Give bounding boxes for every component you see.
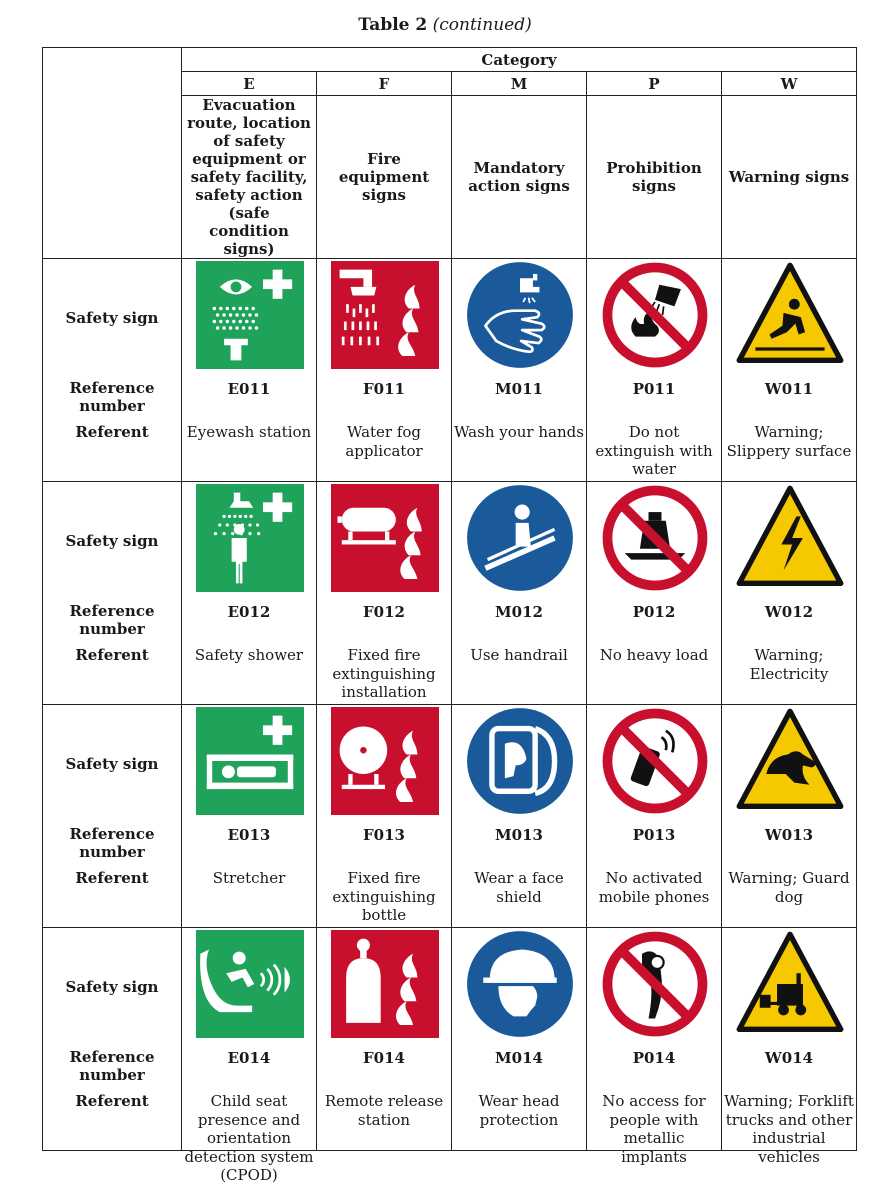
reference-number: E013 [227,826,271,844]
column-letter-f: F [317,72,452,96]
sign-cell-m [452,259,587,482]
row-label-referent: Referent [75,646,149,664]
sign-cell-e [182,259,317,482]
reference-number: W014 [764,1049,814,1067]
sign-cell-m [452,482,587,705]
row-label-referent: Referent [75,869,149,887]
reference-number: F012 [363,603,405,621]
sign-cell-w [722,928,857,1166]
sign-cell-w [722,482,857,705]
reference-number: F011 [363,380,405,398]
sign-cell-f [317,482,452,705]
fixed-bottle-icon [331,707,439,815]
column-desc-f: Fire equipment signs [317,96,452,259]
column-desc-p: Prohibition signs [587,96,722,259]
table-continued-note: (continued) [432,15,532,35]
safety-shower-icon [196,484,304,592]
sign-cell-p [587,705,722,928]
referent-text: Remote release station [324,1092,444,1129]
referent-text: Child seat presence and orientation detection system (CPOD) [184,1092,314,1184]
no-heavy-load-icon [601,484,709,592]
wash-hands-icon [466,261,574,369]
referent-text: Do not extinguish with water [595,423,713,478]
row-label-reference-number: Reference number [69,1048,155,1084]
eyewash-icon [196,261,304,369]
referent-text: No access for people with metallic implants [602,1092,706,1166]
referent-text: Water fog applicator [345,423,423,460]
face-shield-icon [466,707,574,815]
sign-cell-p [587,482,722,705]
child-seat-icon [196,930,304,1038]
row-header [43,705,182,928]
row-label-reference-number: Reference number [69,602,155,638]
table-title: Table 2 [358,15,428,35]
reference-number: M014 [495,1049,543,1067]
sign-cell-e [182,482,317,705]
sign-cell-m [452,928,587,1151]
stretcher-icon [196,707,304,815]
row-label-referent: Referent [75,423,149,441]
sign-cell-e [182,928,317,1184]
reference-number: W011 [764,380,814,398]
handrail-icon [466,484,574,592]
reference-number: M012 [495,603,543,621]
column-letter-e: E [182,72,317,96]
sign-cell-p [587,259,722,482]
row-label-safety-sign: Safety sign [65,978,159,996]
referent-text: No activated mobile phones [598,869,710,906]
sign-cell-p [587,928,722,1166]
reference-number: E011 [227,380,271,398]
reference-number: W013 [764,826,814,844]
row-header [43,928,182,1151]
referent-text: Safety shower [194,646,304,664]
reference-number: P011 [632,380,676,398]
referent-text: Warning; Forklift trucks and other industrial vehicles [724,1092,854,1166]
row-header [43,482,182,705]
reference-number: P012 [632,603,676,621]
row-label-safety-sign: Safety sign [65,532,159,550]
row-label-safety-sign: Safety sign [65,755,159,773]
column-desc-e: Evacuation route, location of safety equipment or safety facility, safety action (safe condition signs) [182,96,317,259]
column-letter-w: W [722,72,857,96]
row-label-safety-sign: Safety sign [65,309,159,327]
reference-number: F013 [363,826,405,844]
reference-number: P014 [632,1049,676,1067]
referent-text: Fixed fire extinguishing installation [332,646,436,701]
referent-text: No heavy load [599,646,709,664]
column-letter-m: M [452,72,587,96]
water-fog-icon [331,261,439,369]
sign-cell-e [182,705,317,928]
sign-cell-w [722,259,857,482]
header-corner [43,48,182,259]
referent-text: Use handrail [470,646,568,664]
no-mobile-phone-icon [601,707,709,815]
table-caption [0,15,890,35]
reference-number: E012 [227,603,271,621]
reference-number: M011 [495,380,543,398]
sign-cell-f [317,705,452,928]
referent-text: Warning; Slippery surface [726,423,852,460]
referent-text: Fixed fire extinguishing bottle [332,869,436,924]
sign-cell-f [317,259,452,482]
reference-number: P013 [632,826,676,844]
reference-number: E014 [227,1049,271,1067]
table-row [43,259,857,482]
fixed-installation-icon [331,484,439,592]
remote-release-icon [331,930,439,1038]
column-desc-m: Mandatory action signs [452,96,587,259]
row-header [43,259,182,482]
row-label-reference-number: Reference number [69,825,155,861]
referent-text: Wash your hands [454,423,584,441]
row-label-reference-number: Reference number [69,379,155,415]
table-row [43,705,857,928]
sign-cell-m [452,705,587,928]
row-label-referent: Referent [75,1092,149,1110]
referent-text: Stretcher [212,869,286,887]
reference-number: F014 [363,1049,405,1067]
reference-number: W012 [764,603,814,621]
table-row [43,482,857,705]
safety-signs-table [42,47,857,1184]
no-water-extinguish-icon [601,261,709,369]
forklift-icon [736,930,844,1038]
electricity-icon [736,484,844,592]
guard-dog-icon [736,707,844,815]
column-letter-p: P [587,72,722,96]
referent-text: Warning; Electricity [749,646,829,683]
referent-text: Warning; Guard dog [728,869,850,906]
reference-number: M013 [495,826,543,844]
slippery-surface-icon [736,261,844,369]
referent-text: Eyewash station [186,423,312,441]
category-header: Category [182,48,857,72]
sign-cell-f [317,928,452,1151]
no-metallic-implants-icon [601,930,709,1038]
table-row [43,928,857,1151]
sign-cell-w [722,705,857,928]
head-protection-icon [466,930,574,1038]
referent-text: Wear a face shield [474,869,564,906]
referent-text: Wear head protection [478,1092,560,1129]
column-desc-w: Warning signs [722,96,857,259]
